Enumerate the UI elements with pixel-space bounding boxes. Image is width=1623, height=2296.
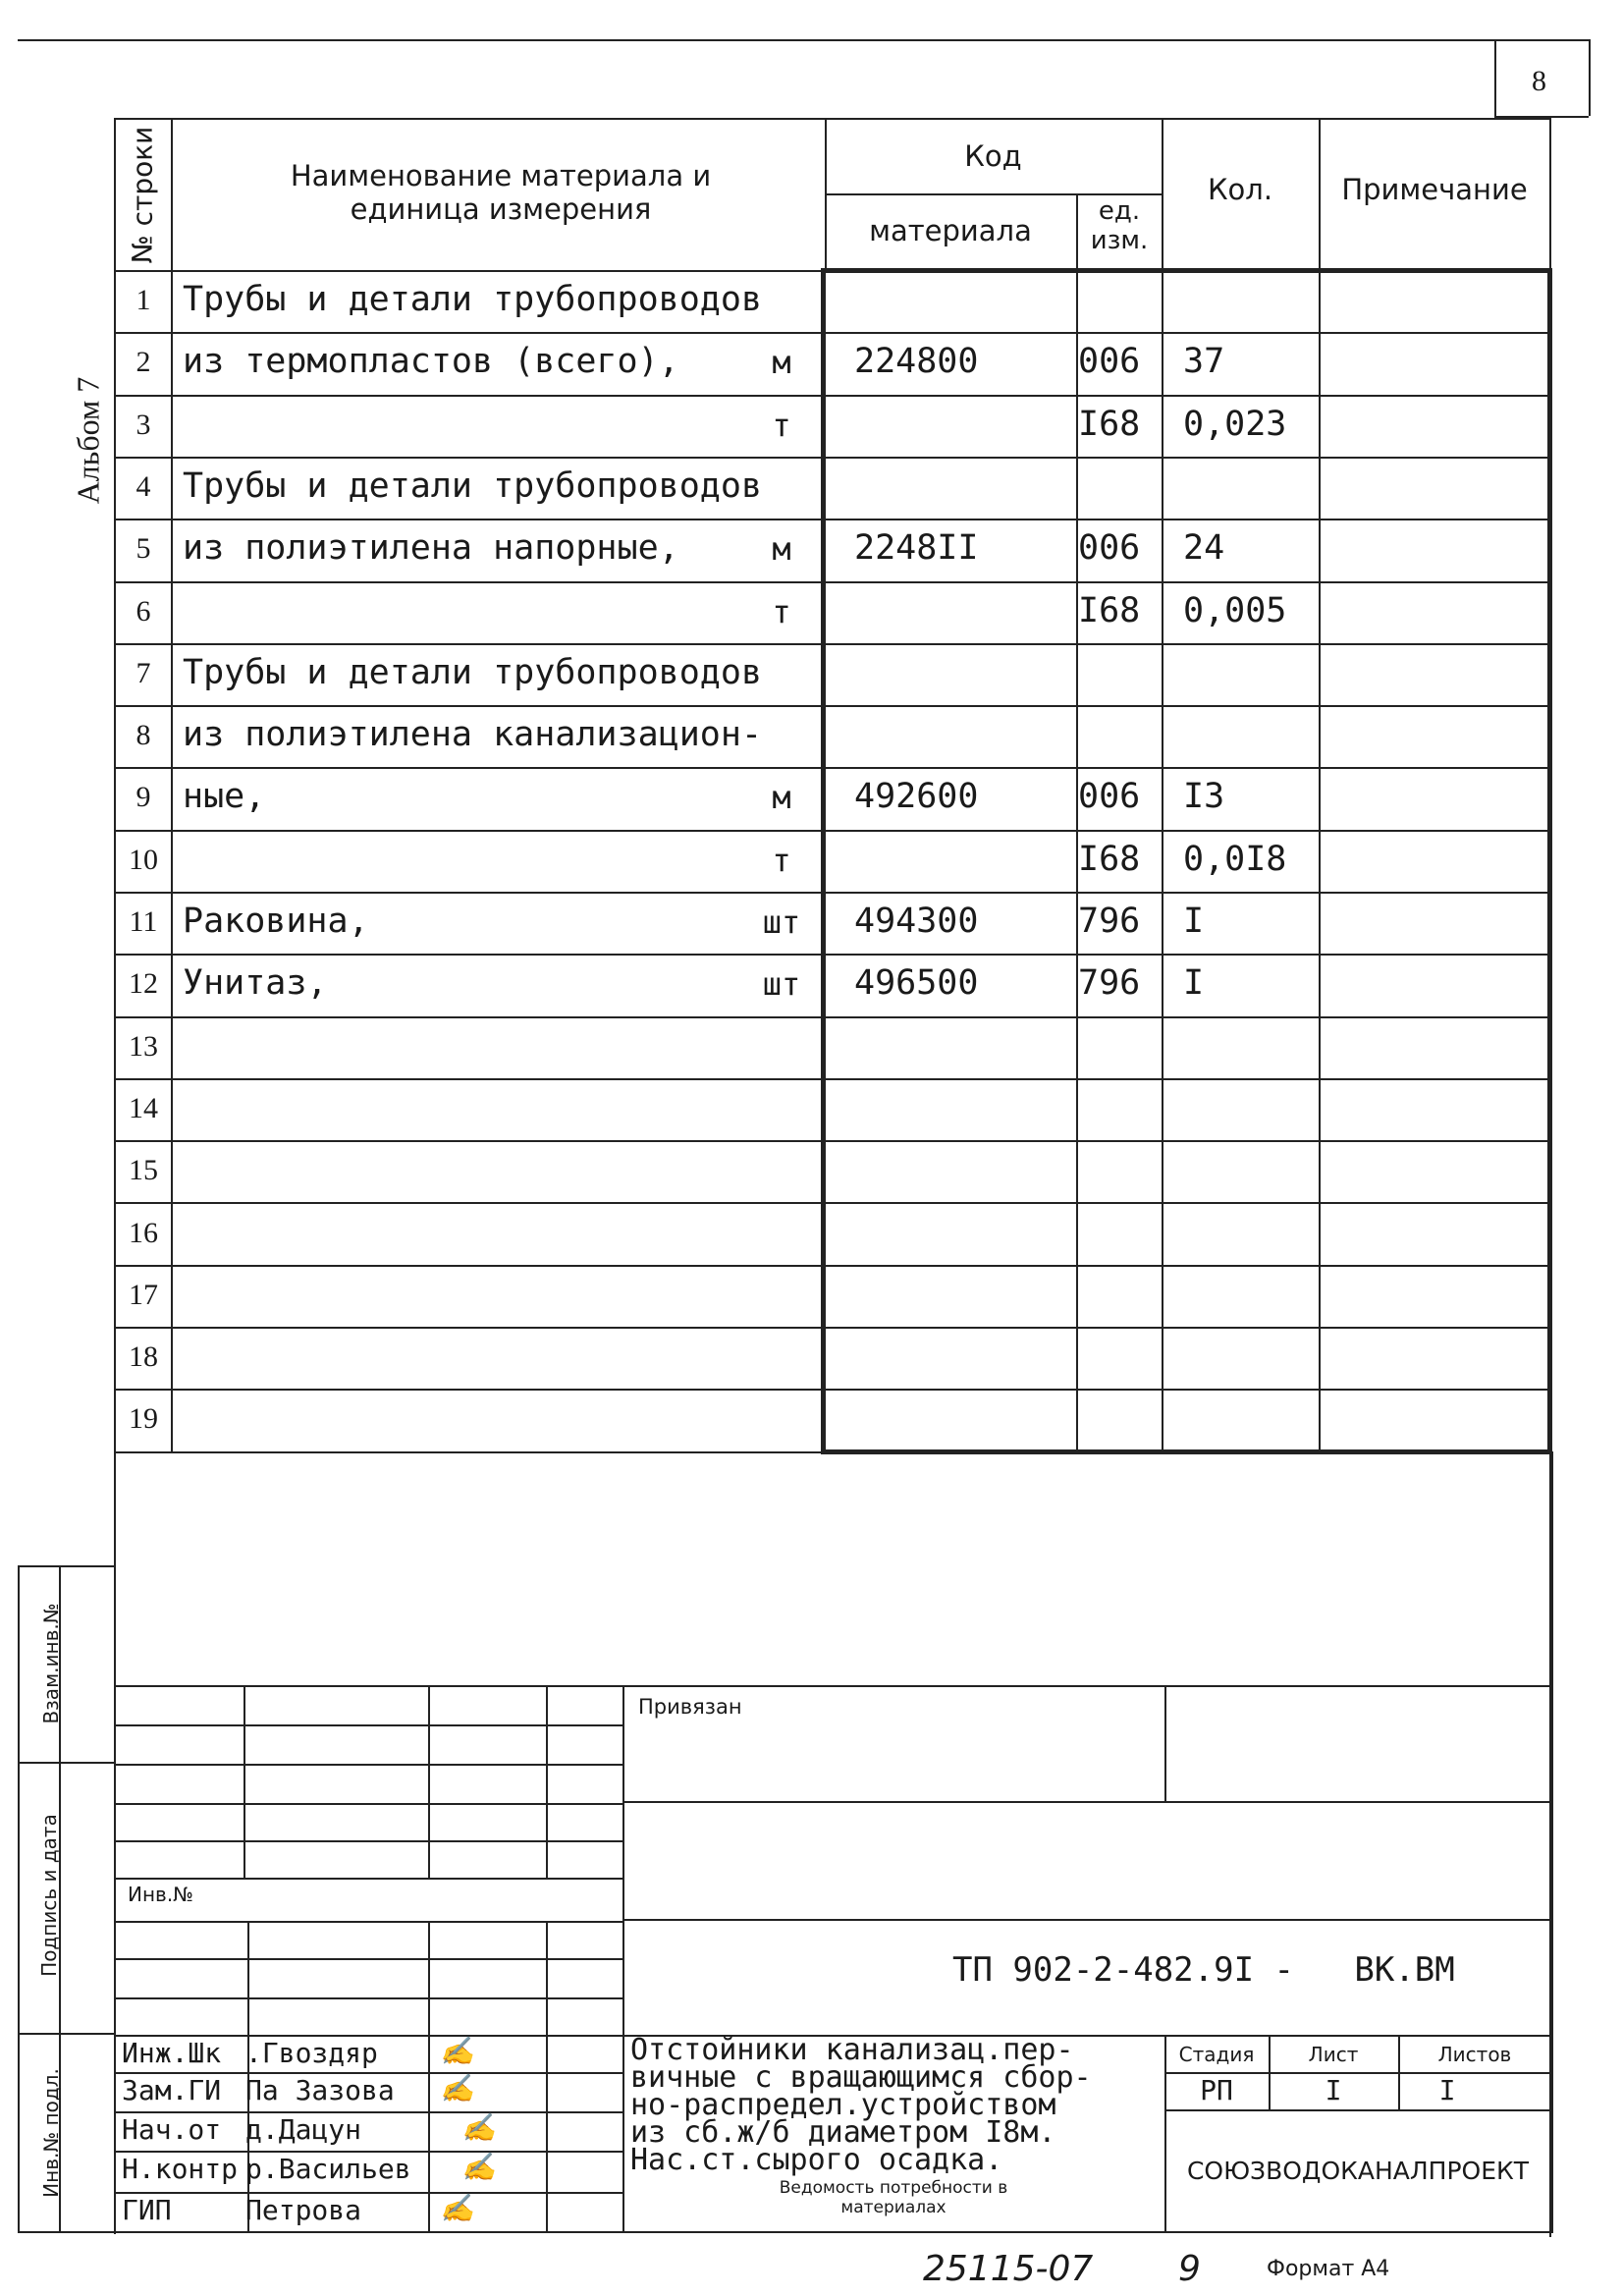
row-unit-code: I68 xyxy=(1078,840,1141,879)
stamp-designation: ТП 902-2-482.9I - ВК.ВМ xyxy=(952,1950,1455,1990)
table-row-line xyxy=(114,643,1551,645)
row-unit: т xyxy=(772,593,791,630)
table-row-line xyxy=(114,767,1551,769)
row-name: из полиэтилена канализацион- xyxy=(183,715,763,754)
album-label: Альбом 7 xyxy=(70,376,106,505)
stamp-inv-no: Инв.№ xyxy=(128,1883,193,1906)
stamp-title-line-2: вичные с вращающимся сбор- xyxy=(630,2060,1092,2095)
header-name: Наименование материала и единица измерения xyxy=(290,159,712,226)
stamp-org-line xyxy=(1164,2109,1551,2111)
stamp-row-d xyxy=(114,1840,622,1842)
stamp-person-name: Петрова xyxy=(245,2194,362,2226)
row-quantity: I3 xyxy=(1183,777,1225,816)
row-name: Трубы и детали трубопроводов xyxy=(183,466,763,506)
stamp-line-2 xyxy=(622,1919,1551,1921)
stamp-sheets-value: I xyxy=(1438,2074,1456,2106)
stamp-stage-value: РП xyxy=(1200,2074,1233,2106)
table-row-line xyxy=(114,830,1551,832)
side-frame-div1 xyxy=(18,1762,114,1764)
row-name: Раковина, xyxy=(183,902,369,941)
row-unit: шт xyxy=(762,903,801,941)
row-number: 7 xyxy=(135,657,151,689)
unitcode-col-header-line xyxy=(1076,193,1078,270)
header-code-material: материала xyxy=(869,214,1032,247)
stamp-person-role: Нач.от xyxy=(122,2113,222,2146)
header-note: Примечание xyxy=(1341,173,1528,206)
stamp-sheets-label: Листов xyxy=(1437,2043,1512,2066)
signature-5: ✍ xyxy=(440,2192,474,2224)
row-name: Унитаз, xyxy=(183,963,328,1003)
row-unit-code: 006 xyxy=(1078,528,1141,568)
stamp-title-line-1: Отстойники канализац.пер- xyxy=(630,2033,1074,2067)
stamp-person-role: Зам.ГИ xyxy=(122,2074,222,2106)
row-number: 17 xyxy=(129,1279,158,1311)
stamp-col2-lower xyxy=(428,1921,430,2231)
row-number: 4 xyxy=(135,470,151,503)
row-name: Трубы и детали трубопроводов xyxy=(183,653,763,692)
stamp-privyazan: Привязан xyxy=(638,1695,742,1719)
row-quantity: 37 xyxy=(1183,342,1225,381)
stamp-person-role: Н.контр xyxy=(122,2153,239,2185)
header-code: Код xyxy=(964,139,1022,173)
stamp-person-name: .Гвоздяр xyxy=(245,2037,378,2069)
stamp-sheet-value: I xyxy=(1325,2074,1342,2106)
stamp-col3-upper xyxy=(546,1685,548,1878)
table-row-line xyxy=(114,332,1551,334)
qty-col-line xyxy=(1162,270,1163,1451)
row-number: 18 xyxy=(129,1340,158,1373)
side-frame-div2 xyxy=(18,2033,114,2035)
data-area-left xyxy=(821,268,826,1453)
stamp-row-a xyxy=(114,1724,622,1726)
stamp-bottom-line xyxy=(114,2231,1551,2233)
stamp-row-m xyxy=(114,2192,622,2194)
row-number: 8 xyxy=(135,719,151,751)
row-unit-code: I68 xyxy=(1078,591,1141,630)
row-quantity: 0,005 xyxy=(1183,591,1287,630)
stamp-row-g xyxy=(114,1958,622,1960)
row-quantity: I xyxy=(1183,902,1205,941)
row-name: Трубы и детали трубопроводов xyxy=(183,280,763,319)
stamp-person-name: д.Дацун xyxy=(245,2113,362,2146)
stamp-row-e xyxy=(114,1878,622,1880)
table-row-line xyxy=(114,1265,1551,1267)
footer-page: 9 xyxy=(1178,2249,1201,2289)
note-col-line xyxy=(1319,270,1321,1451)
table-row-line xyxy=(114,1202,1551,1204)
row-number: 12 xyxy=(129,967,158,1000)
stamp-row-h xyxy=(114,1997,622,1999)
row-number: 16 xyxy=(129,1217,158,1249)
table-top-line xyxy=(114,118,1551,120)
stamp-title-line-3: но-распредел.устройством xyxy=(630,2088,1056,2122)
row-number: 13 xyxy=(129,1030,158,1063)
header-code-unit: ед. изм. xyxy=(1090,196,1149,255)
stamp-row-c xyxy=(114,1803,622,1805)
table-row-line xyxy=(114,457,1551,459)
footer-number: 25115-07 xyxy=(923,2249,1094,2289)
code-subheader-line xyxy=(825,193,1162,195)
row-unit: м xyxy=(772,779,791,816)
side-frame-left xyxy=(18,1565,20,2233)
stamp-col1-upper xyxy=(243,1685,245,1878)
row-name: ные, xyxy=(183,777,266,816)
row-name: из термопластов (всего), xyxy=(183,342,679,381)
row-material-code: 224800 xyxy=(854,342,979,381)
table-row-line xyxy=(114,705,1551,707)
row-number: 2 xyxy=(135,346,151,378)
table-row-line xyxy=(114,395,1551,397)
row-quantity: 0,0I8 xyxy=(1183,840,1287,879)
row-number: 19 xyxy=(129,1402,158,1435)
table-row-line xyxy=(114,1078,1551,1080)
stamp-line-1 xyxy=(622,1801,1551,1803)
row-number: 3 xyxy=(135,409,151,441)
table-row-line xyxy=(114,581,1551,583)
stamp-person-role: Инж.Шк xyxy=(122,2037,222,2069)
signature-2: ✍ xyxy=(440,2072,474,2105)
side-frame-top xyxy=(18,1565,114,1567)
row-number: 9 xyxy=(135,781,151,813)
row-unit-code: 796 xyxy=(1078,963,1141,1003)
stamp-title-line-5: Нас.ст.сырого осадка. xyxy=(630,2143,1003,2177)
sheet-number-box-line xyxy=(1494,39,1496,118)
row-unit: шт xyxy=(762,965,801,1003)
row-quantity: 0,023 xyxy=(1183,405,1287,444)
table-row-line xyxy=(114,1389,1551,1391)
row-material-code: 492600 xyxy=(854,777,979,816)
row-material-code: 496500 xyxy=(854,963,979,1003)
footer-format: Формат А4 xyxy=(1267,2257,1390,2281)
table-row-line xyxy=(114,1016,1551,1018)
row-unit: т xyxy=(772,407,791,444)
top-border-line xyxy=(18,39,1589,41)
row-number: 6 xyxy=(135,595,151,628)
stamp-top-line xyxy=(114,1685,1551,1687)
header-qty: Кол. xyxy=(1207,173,1273,206)
stamp-person-name: Па Зазова xyxy=(245,2074,395,2106)
row-unit: т xyxy=(772,842,791,879)
row-number: 1 xyxy=(135,284,151,316)
stamp-right-line xyxy=(1551,1451,1553,2233)
stamp-person-name: р.Васильев xyxy=(245,2153,411,2185)
table-row-line xyxy=(114,892,1551,894)
header-row-no: № строки xyxy=(126,126,159,264)
row-quantity: I xyxy=(1183,963,1205,1003)
row-material-code: 494300 xyxy=(854,902,979,941)
table-row-line xyxy=(114,954,1551,956)
stamp-privyazan-divider xyxy=(1164,1685,1166,1801)
row-quantity: 24 xyxy=(1183,528,1225,568)
stamp-person-role: ГИП xyxy=(122,2194,172,2226)
row-unit: м xyxy=(772,530,791,568)
row-name: из полиэтилена напорные, xyxy=(183,528,679,568)
signature-3: ✍ xyxy=(461,2111,496,2144)
row-number: 5 xyxy=(135,532,151,565)
row-unit-code: 006 xyxy=(1078,342,1141,381)
stamp-row-b xyxy=(114,1764,622,1766)
sheet-number: 8 xyxy=(1532,65,1546,97)
stamp-stage-label: Стадия xyxy=(1178,2043,1255,2066)
stamp-title xyxy=(630,2033,1180,2177)
table-bottom-line xyxy=(114,1451,1551,1453)
stamp-title-line-4: из сб.ж/б диаметром I8м. xyxy=(630,2115,1056,2150)
stamp-col3-lower xyxy=(546,1921,548,2231)
row-number: 15 xyxy=(129,1154,158,1186)
stamp-main-divider xyxy=(622,1685,624,2231)
row-number: 14 xyxy=(129,1092,158,1124)
row-number: 11 xyxy=(129,905,158,938)
row-unit: м xyxy=(772,344,791,381)
stamp-subtitle: Ведомость потребности в материалах xyxy=(779,2178,1008,2217)
row-unit-code: 006 xyxy=(1078,777,1141,816)
data-area-top xyxy=(821,268,1552,273)
stamp-sheet-label: Лист xyxy=(1308,2043,1359,2066)
side-label-podpis: Подпись и дата xyxy=(37,1814,61,1977)
row-number: 10 xyxy=(129,844,158,876)
side-label-inv-podl: Инв.№ подл. xyxy=(39,2068,63,2198)
stamp-organization: СОЮЗВОДОКАНАЛПРОЕКТ xyxy=(1186,2157,1530,2185)
row-unit-code: 796 xyxy=(1078,902,1141,941)
table-row-line xyxy=(114,1327,1551,1329)
frame-right-top-line xyxy=(1589,39,1591,116)
stamp-col2-upper xyxy=(428,1685,430,1878)
row-material-code: 2248II xyxy=(854,528,979,568)
row-unit-code: I68 xyxy=(1078,405,1141,444)
table-row-line xyxy=(114,1140,1551,1142)
signature-1: ✍ xyxy=(440,2035,474,2067)
side-frame-bottom xyxy=(18,2231,114,2233)
data-area-right xyxy=(1547,268,1552,1453)
rownum-col-line xyxy=(171,118,173,1451)
side-label-vzam: Взам.инв.№ xyxy=(39,1603,63,1724)
signature-4: ✍ xyxy=(461,2151,496,2183)
table-row-line xyxy=(114,519,1551,520)
